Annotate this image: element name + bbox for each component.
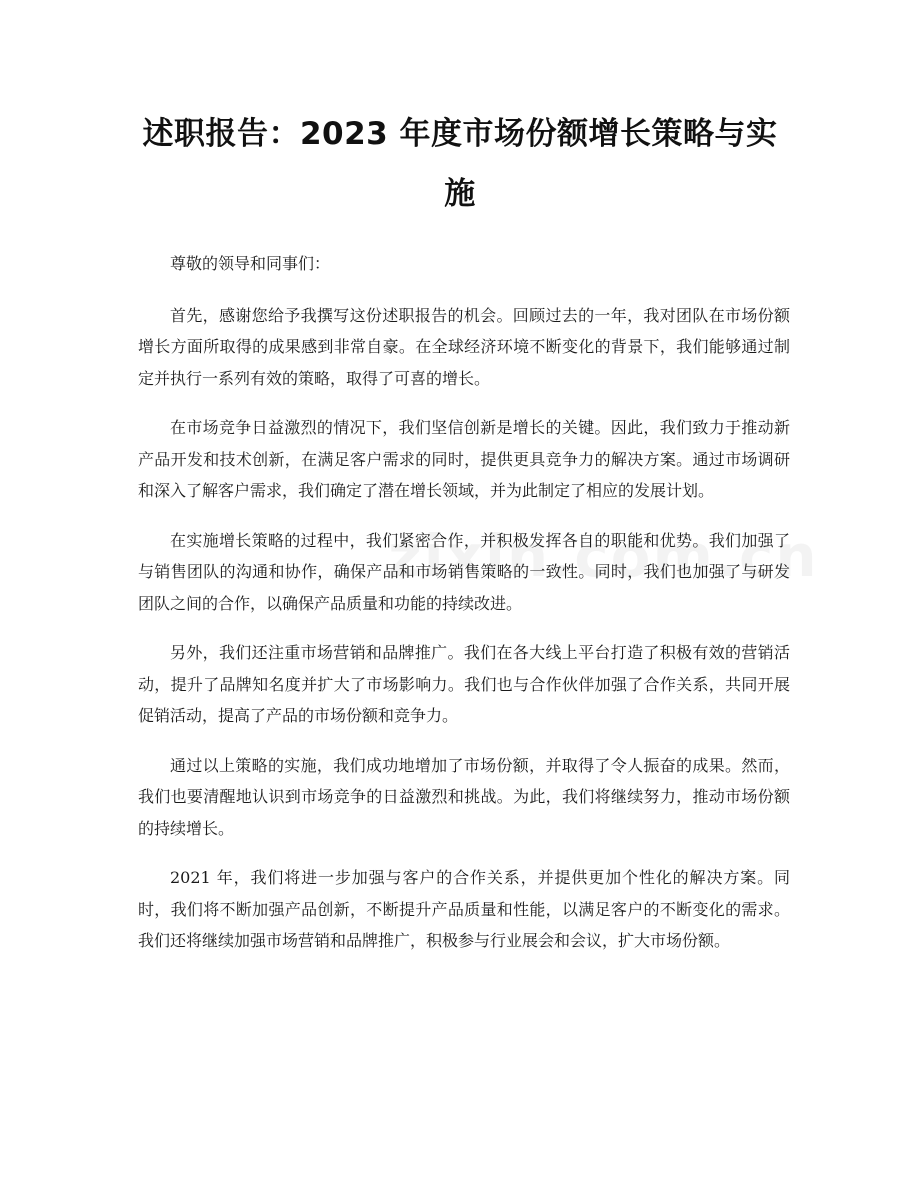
paragraph-2: 在市场竞争日益激烈的情况下，我们坚信创新是增长的关键。因此，我们致力于推动新产品开发和技术创新，在满足客户需求的同时，提供更具竞争力的解决方案。通过市场调研和深入了解客户需求，我们确定了潜在增长领域，并为此制定了相应的发展计划。 (138, 418, 790, 500)
paragraph-1: 首先，感谢您给予我撰写这份述职报告的机会。回顾过去的一年，我对团队在市场份额增长方面所取得的成果感到非常自豪。在全球经济环境不断变化的背景下，我们能够通过制定并执行一系列有效的策略，取得了可喜的增长。 (138, 305, 790, 388)
paragraph-6: 2021 年，我们将进一步加强与客户的合作关系，并提供更加个性化的解决方案。同时，我们将不断加强产品创新，不断提升产品质量和性能，以满足客户的不断变化的需求。我们还将继续加强市场营销和品牌推广，积极参与行业展会和会议，扩大市场份额。 (138, 868, 790, 950)
document-body (138, 248, 790, 975)
paragraph-5: 通过以上策略的实施，我们成功地增加了市场份额，并取得了令人振奋的成果。然而，我们也要清醒地认识到市场竞争的日益激烈和挑战。为此，我们将继续努力，推动市场份额的持续增长。 (138, 755, 790, 838)
document-title-line-1: 述职报告：2023 年度市场份额增长策略与实 (142, 116, 778, 152)
paragraph-4: 另外，我们还注重市场营销和品牌推广。我们在各大线上平台打造了积极有效的营销活动，提升了品牌知名度并扩大了市场影响力。我们也与合作伙伴加强了合作关系，共同开展促销活动，提高了产品的市场份额和竞争力。 (138, 643, 790, 725)
document-title-line-2: 施 (444, 176, 476, 212)
salutation: 尊敬的领导和同事们： (170, 254, 331, 273)
paragraph-3: 在实施增长策略的过程中，我们紧密合作，并积极发挥各自的职能和优势。我们加强了与销售团队的沟通和协作，确保产品和市场销售策略的一致性。同时，我们也加强了与研发团队之间的合作，以确保产品质量和功能的持续改进。 (138, 530, 790, 613)
document-title (120, 104, 800, 224)
